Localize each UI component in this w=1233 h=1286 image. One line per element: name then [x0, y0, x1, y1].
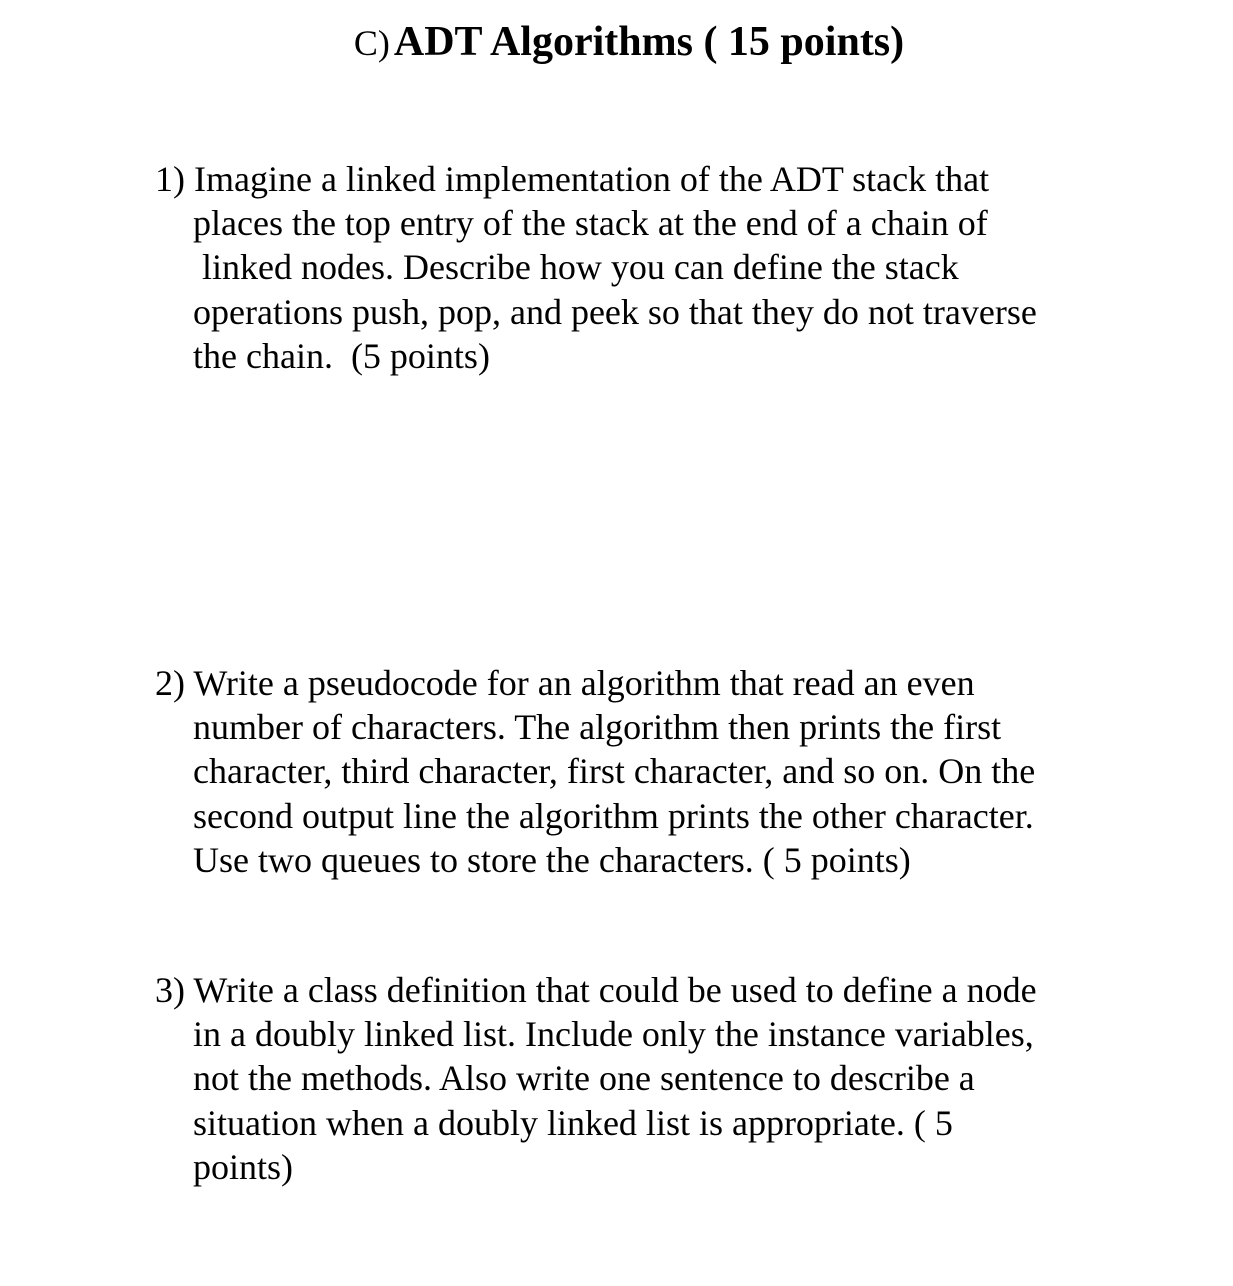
question-2-line: number of characters. The algorithm then prints the first: [193, 707, 1002, 748]
question-2-line: character, third character, first character, and so on. On the: [193, 751, 1036, 792]
question-2-line: Use two queues to store the characters. ( 5 points): [193, 839, 911, 880]
question-1-line: operations push, pop, and peek so that they do not traverse: [193, 291, 1037, 332]
question-2-line: second output line the algorithm prints the other character.: [193, 795, 1034, 836]
question-1-line: linked nodes. Describe how you can define the stack: [202, 247, 959, 288]
question-1: [155, 157, 1115, 378]
section-prefix: C): [353, 23, 390, 63]
question-1-line: 1) Imagine a linked implementation of the ADT stack that: [155, 159, 990, 199]
question-3-line: not the methods. Also write one sentence to describe a: [193, 1058, 975, 1099]
question-3-line: points): [193, 1146, 294, 1187]
question-1-line: the chain. (5 points): [193, 335, 490, 376]
question-2-line: 2) Write a pseudocode for an algorithm that read an even: [155, 663, 975, 703]
question-3-line: in a doubly linked list. Include only the instance variables,: [193, 1014, 1034, 1055]
section-title: ADT Algorithms ( 15 points): [393, 19, 905, 65]
question-3-line: 3) Write a class definition that could be used to define a node: [155, 970, 1037, 1010]
question-3: [155, 968, 1115, 1189]
section-heading: [0, 18, 1233, 66]
question-2: [155, 661, 1115, 882]
question-3-line: situation when a doubly linked list is appropriate. ( 5: [193, 1102, 953, 1143]
question-1-line: places the top entry of the stack at the end of a chain of: [193, 203, 988, 244]
